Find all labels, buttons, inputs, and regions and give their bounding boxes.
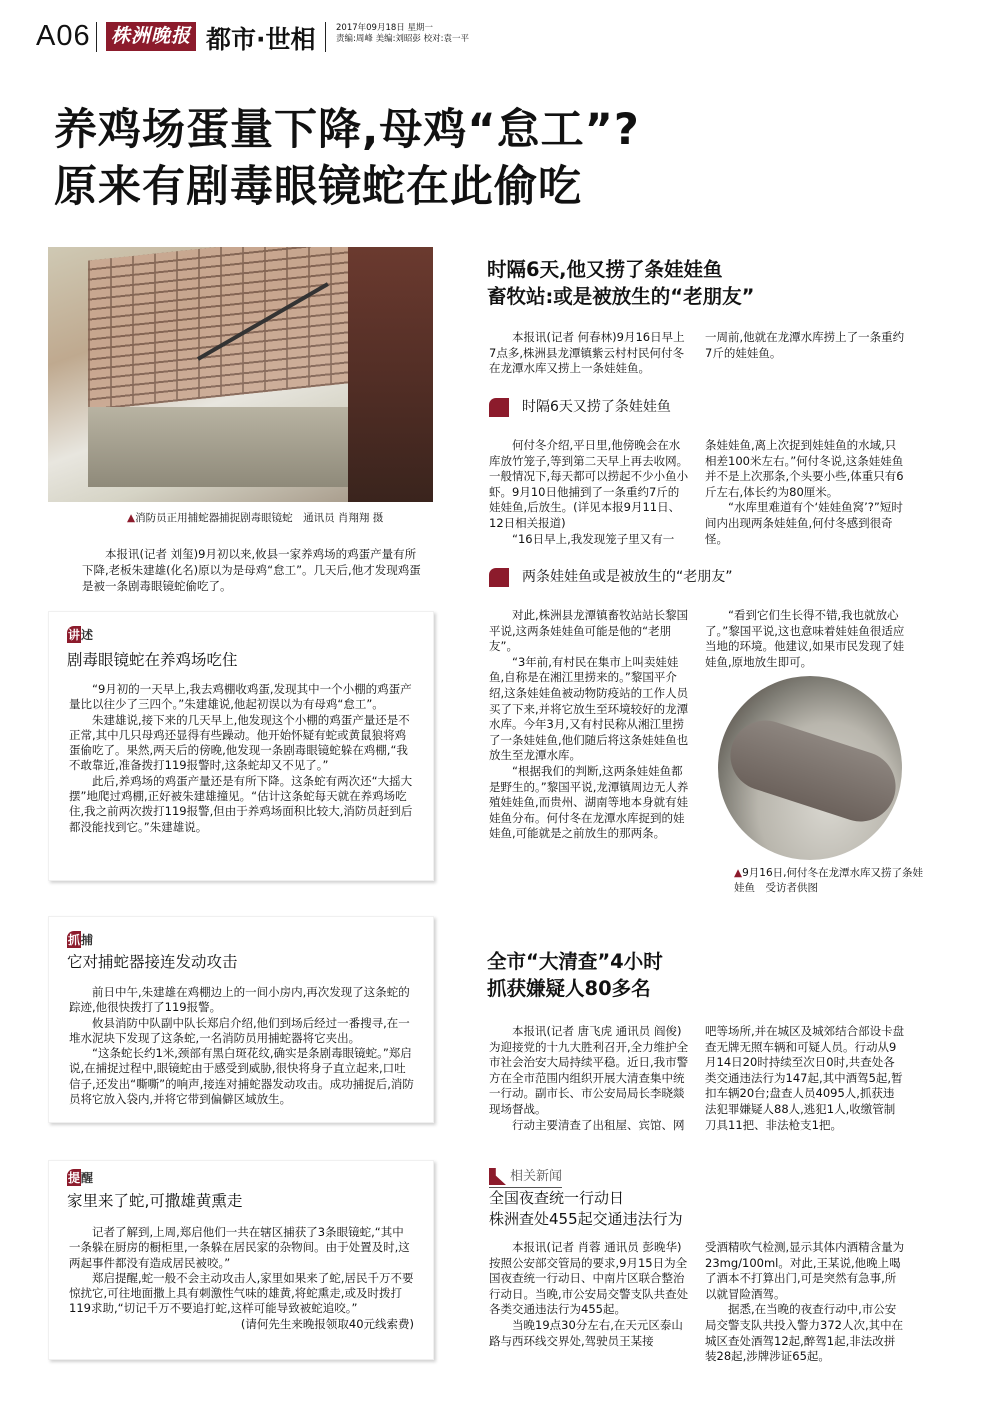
story4-left-col [489, 1240, 689, 1349]
box-title: 家里来了蛇,可撒雄黄熏走 [67, 1192, 243, 1210]
salamander-shape [721, 711, 902, 830]
brick-wall [88, 247, 348, 411]
paragraph: 条娃娃鱼,离上次捉到娃娃鱼的水域,只相差100米左右。”何付冬说,这条娃娃鱼并不是上次那条,个头要小些,体重只有6斤左右,体长约为80厘米。 [705, 438, 904, 499]
story2-headline [487, 256, 754, 310]
headline-line-1: 全国夜查统一行动日 [489, 1189, 625, 1207]
caption-triangle-icon: ▲ [734, 867, 743, 879]
headline-line-1: 时隔6天,他又捞了条娃娃鱼 [487, 258, 723, 281]
concrete-blocks [88, 407, 358, 487]
paragraph: 前日中午,朱建雄在鸡棚边上的一间小房内,再次发现了这条蛇的踪迹,他很快拨打了119报警。 [69, 985, 410, 1015]
paragraph: 吧等场所,并在城区及城郊结合部设卡盘查无牌无照车辆和可疑人员。行动从9月14日20时持续至次日0时,共查处各类交通违法行为147起,其中酒驾5起,暂扣车辆20台;盘查人员4095人,抓获违法犯罪嫌疑人88人,逃犯1人,收缴管制刀具11把、非法枪支1把。 [705, 1024, 905, 1132]
tag-second-char: 醒 [81, 1171, 94, 1185]
story3-right-col [705, 1024, 905, 1133]
box-title: 剧毒眼镜蛇在养鸡场吃住 [67, 651, 238, 669]
section-tag [67, 931, 93, 948]
subhead-1 [489, 396, 671, 417]
firefighter-figure [348, 247, 433, 502]
paragraph: 本报讯(记者 肖蓉 通讯员 彭晚华)按照公安部交管局的要求,9月15日为全国夜查统一行动日、中南片区联合整治行动日。当晚,市公安局交警支队共查处各类交通违法行为455起。 [489, 1240, 689, 1317]
tag-first-char: 抓 [68, 933, 81, 947]
paragraph: 记者了解到,上周,郑启他们一共在辖区捕获了3条眼镜蛇,“其中一条躲在厨房的橱柜里,一条躲在居民家的杂物间。由于处置及时,这两起事件都没有造成居民被咬。” [69, 1225, 410, 1270]
newspaper-logo: 株洲晚报 [106, 22, 196, 51]
story3-left-col [489, 1024, 689, 1133]
paragraph: “根据我们的判断,这两条娃娃鱼都是野生的。”黎国平说,龙潭镇周边无人养殖娃娃鱼,而贵州、湖南等地本身就有娃娃鱼分布。何付冬在龙潭水库捉到的娃娃鱼,可能就是之前放生的那两条。 [489, 763, 689, 841]
paragraph: 此后,养鸡场的鸡蛋产量还是有所下降。这条蛇有两次还“大摇大摆”地爬过鸡棚,正好被朱建雄撞见。“估计这条蛇每天就在养鸡场吃住,我之前两次拨打119报警,但由于养鸡场面积比较大,消防员赶到后都没能找到它。”朱建雄说。 [69, 773, 413, 834]
section1-right-col [705, 438, 905, 547]
paragraph: 本报讯(记者 唐飞虎 通讯员 阎俊)为迎接党的十九大胜利召开,全力维护全市社会治安大局持续平稳。近日,我市警方在全市范围内组织开展大清查集中统一行动。副市长、市公安局局长李晓燚现场督战。 [489, 1024, 689, 1116]
headline-line-2: 畜牧站:或是被放生的“老朋友” [487, 285, 755, 308]
section1-left-col [489, 438, 689, 547]
paragraph: 本报讯(记者 何春林)9月16日早上7点多,株洲县龙潭镇紫云村村民何付冬在龙潭水库又捞上一条娃娃鱼。 [489, 330, 685, 376]
main-headline [54, 102, 640, 216]
salamander-photo-caption [734, 866, 924, 896]
sidebar-box-reminder [48, 1160, 434, 1360]
section-title: 都市·世相 [206, 25, 316, 54]
story4-right-col [705, 1240, 905, 1365]
subhead-text: 时隔6天又捞了条娃娃鱼 [522, 399, 671, 415]
photo-caption [127, 510, 383, 525]
paragraph: “16日早上,我发现笼子里又有一 [512, 531, 675, 546]
firefighter-snake-photo [48, 247, 433, 502]
subhead-2 [489, 566, 733, 587]
sidebar-box-capture [48, 916, 434, 1123]
box-title: 它对捕蛇器接连发动攻击 [67, 953, 238, 971]
related-label-text: 相关新闻 [510, 1169, 563, 1184]
paragraph: 郑启提醒,蛇一般不会主动攻击人,家里如果来了蛇,居民千万不要惊扰它,可往地面撒上具有刺激性气味的雄黄,将蛇熏走,或及时拨打119求助,“切记千万不要追打蛇,这样可能导致被蛇追咬。” [69, 1270, 414, 1316]
subhead-text: 两条娃娃鱼或是被放生的“老朋友” [522, 569, 733, 585]
paragraph: 何付冬介绍,平日里,他傍晚会在水库放竹笼子,等到第二天早上再去收网。一般情况下,每天都可以捞起不少小鱼小虾。9月10日他捕到了一条重约7斤的娃娃鱼,后放生。(详见本报9月11日、12日相关报道) [489, 438, 689, 530]
red-square-icon [489, 398, 509, 417]
paragraph: 受酒精吹气检测,显示其体内酒精含量为23mg/100ml。对此,王某说,他晚上喝了酒本不打算出门,可是突然有急事,所以就冒险酒驾。 [705, 1240, 905, 1301]
paragraph: 对此,株洲县龙潭镇畜牧站站长黎国平说,这两条娃娃鱼可能是他的“老朋友”。 [489, 608, 689, 654]
issue-meta [336, 23, 469, 45]
divider [325, 22, 326, 52]
story2-intro-left [489, 330, 689, 377]
headline-line-2: 株洲查处455起交通违法行为 [489, 1210, 683, 1228]
section2-left-col [489, 608, 689, 842]
headline-line-2: 抓获嫌疑人80多名 [487, 977, 651, 1000]
red-square-icon [489, 568, 509, 587]
box-body [69, 682, 414, 835]
lede-text: 本报讯(记者 刘玺)9月初以来,攸县一家养鸡场的鸡蛋产量有所下降,老板朱建雄(化名)原以为是母鸡“怠工”。几天后,他才发现鸡蛋是被一条剧毒眼镜蛇偷吃了。 [82, 547, 421, 593]
page-number: A06 [36, 20, 91, 52]
caption-text: 9月16日,何付冬在龙潭水库又捞了条娃娃鱼 受访者供图 [734, 867, 923, 894]
tag-second-char: 述 [81, 628, 94, 642]
section2-right-col [705, 608, 905, 670]
paragraph: 行动主要清查了出租屋、宾馆、网 [512, 1117, 685, 1132]
story3-headline [487, 948, 663, 1002]
headline-line-1: 全市“大清查”4小时 [487, 950, 663, 973]
tip-fee-note: (请何先生来晚报领取40元线索费) [240, 1316, 414, 1331]
editors-line: 责编:周峰 美编:刘昭彭 校对:袁一平 [336, 34, 469, 44]
paragraph: 当晚19点30分左右,在天元区泰山路与西环线交界处,驾驶员王某接 [489, 1317, 683, 1348]
section-tag [67, 626, 93, 643]
paragraph: “9月初的一天早上,我去鸡棚收鸡蛋,发现其中一个小棚的鸡蛋产量比以往少了三四个。”朱建雄说,他起初误以为有母鸡“怠工”。 [69, 682, 412, 712]
tag-first-char: 讲 [68, 628, 81, 642]
arrow-icon [489, 1168, 506, 1185]
caption-triangle-icon: ▲ [127, 512, 136, 524]
date-line: 2017年09月18日 星期一 [336, 23, 433, 33]
paragraph: 攸县消防中队副中队长郑启介绍,他们到场后经过一番搜寻,在一堆水泥块下发现了这条蛇,一名消防员用捕蛇器将它夹出。 [69, 1015, 410, 1045]
paragraph: 朱建雄说,接下来的几天早上,他发现这个小棚的鸡蛋产量还是不正常,其中几只母鸡还显得有些躁动。他开始怀疑有蛇或黄鼠狼将鸡蛋偷吃了。果然,两天后的傍晚,他发现一条剧毒眼镜蛇躲在鸡棚,“我不敢靠近,准备拨打119报警时,这条蛇却又不见了。” [69, 712, 410, 773]
paragraph: 一周前,他就在龙潭水库捞上了一条重约7斤的娃娃鱼。 [705, 330, 905, 360]
box-body [69, 985, 414, 1107]
headline-line-1: 养鸡场蛋量下降,母鸡“怠工”? [54, 105, 640, 155]
story2-intro-right [705, 330, 905, 361]
caption-text: 消防员正用捕蛇器捕捉剧毒眼镜蛇 通讯员 肖翔翔 摄 [135, 512, 384, 524]
section-tag [67, 1169, 93, 1186]
lede-paragraph [82, 546, 422, 594]
paragraph: 据悉,在当晚的夜查行动中,市公安局交警支队共投入警力372人次,其中在城区查处酒驾12起,醉驾1起,非法改拼装28起,涉牌涉证65起。 [705, 1302, 904, 1364]
tag-second-char: 捕 [81, 933, 94, 947]
tag-first-char: 提 [68, 1171, 81, 1185]
story4-headline [489, 1188, 683, 1230]
divider [96, 22, 97, 52]
paragraph: “这条蛇长约1米,颈部有黑白斑花纹,确实是条剧毒眼镜蛇。”郑启说,在捕捉过程中,眼镜蛇由于感受到威胁,很快将身子直立起来,口吐信子,还发出“嘶嘶”的响声,接连对捕蛇器发动攻击。成功捕捉后,消防员将它放入袋内,并将它带到偏僻区域放生。 [69, 1046, 414, 1107]
paragraph: “看到它们生长得不错,我也就放心了。”黎国平说,这也意味着娃娃鱼很适应当地的环境。他建议,如果市民发现了娃娃鱼,原地放生即可。 [705, 608, 905, 669]
paragraph: “3年前,有村民在集市上叫卖娃娃鱼,自称是在湘江里捞来的。”黎国平介绍,这条娃娃鱼被动物防疫站的工作人员买了下来,并将它放生至环境较好的龙潭水库。今年3月,又有村民称从湘江里捞了一条娃娃鱼,他们随后将这条娃娃鱼也放生至龙潭水库。 [489, 654, 689, 763]
sidebar-box-narration [48, 611, 434, 881]
related-news-label [489, 1165, 562, 1188]
paragraph: “水库里难道有个‘娃娃鱼窝’?”短时间内出现两条娃娃鱼,何付冬感到很奇怪。 [705, 500, 903, 546]
giant-salamander-photo [718, 676, 902, 860]
box-body [69, 1225, 414, 1332]
headline-line-2: 原来有剧毒眼镜蛇在此偷吃 [54, 162, 582, 212]
